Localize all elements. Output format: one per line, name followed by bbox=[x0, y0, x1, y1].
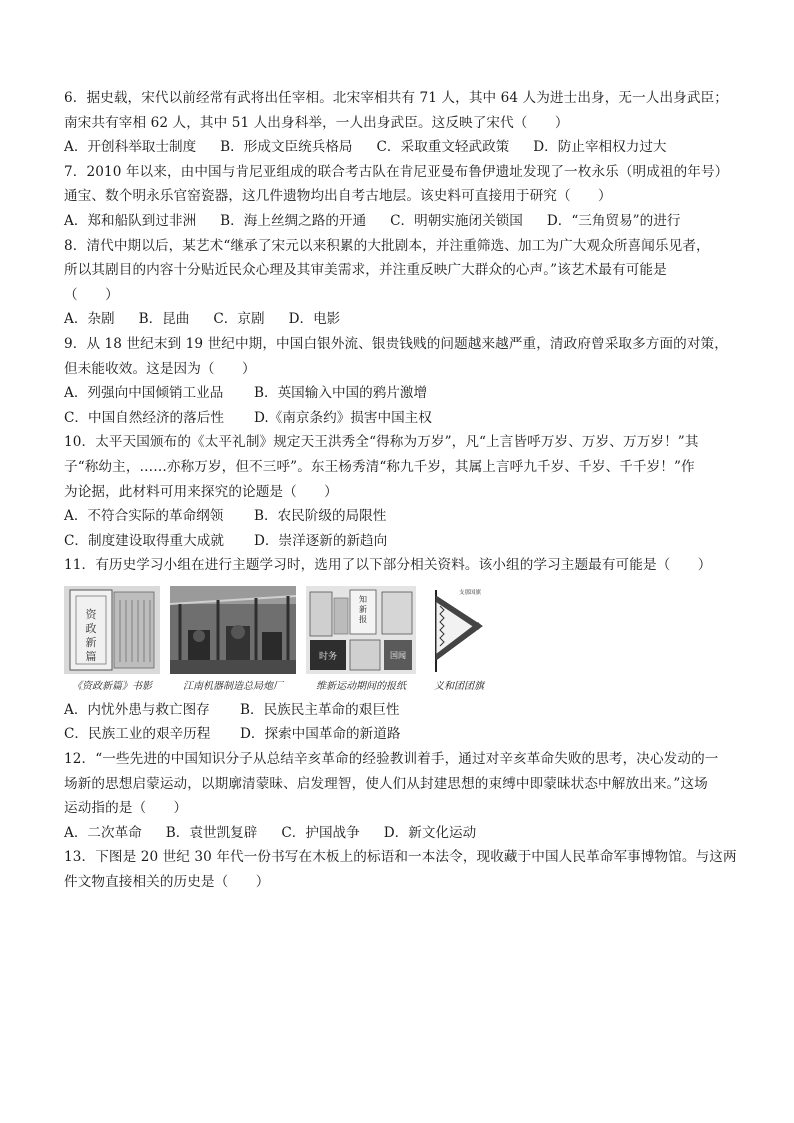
question-8 bbox=[64, 234, 734, 332]
question-stem-line: 通宝、数个明永乐官窑瓷器，这几件遗物均出自考古地层。该史料可直接用于研究（ ） bbox=[64, 188, 612, 205]
newspapers-image bbox=[306, 586, 416, 674]
svg-text:政: 政 bbox=[85, 621, 97, 635]
figure-boxer-flag bbox=[426, 586, 492, 692]
option-a[interactable]: A．二次革命 bbox=[64, 824, 142, 841]
figure-reform-newspapers bbox=[306, 586, 416, 692]
option-a[interactable]: A．杂剧 bbox=[64, 311, 115, 328]
figure-caption: 《资政新篇》书影 bbox=[72, 680, 152, 692]
option-c[interactable]: C．护国战争 bbox=[281, 824, 360, 841]
question-stem-line: 南宋共有宰相 62 人，其中 51 人出身科举，一人出身武臣。这反映了宋代（ ） bbox=[64, 114, 569, 131]
question-stem-line: （ ） bbox=[64, 286, 119, 303]
answer-options bbox=[64, 821, 734, 846]
option-c[interactable]: C．制度建设取得重大成就 bbox=[64, 532, 224, 549]
answer-options-row bbox=[64, 722, 734, 747]
answer-options-row bbox=[64, 504, 734, 529]
answer-options-row bbox=[64, 406, 734, 431]
question-stem-line: 9．从 18 世纪末到 19 世纪中期，中国白银外流、银贵钱贱的问题越来越严重，清政府曾采取多方面的对策， bbox=[64, 335, 728, 352]
option-a[interactable]: A．内忧外患与救亡图存 bbox=[64, 701, 210, 718]
question-10 bbox=[64, 430, 734, 553]
option-a[interactable]: A．郑和船队到过非洲 bbox=[64, 212, 197, 229]
option-c[interactable]: C．中国自然经济的落后性 bbox=[64, 409, 224, 426]
svg-text:报: 报 bbox=[359, 614, 367, 624]
option-d[interactable]: D．新文化运动 bbox=[383, 824, 477, 841]
question-13 bbox=[64, 845, 737, 894]
option-b[interactable]: B．形成文臣统兵格局 bbox=[220, 139, 353, 156]
question-12 bbox=[64, 747, 734, 845]
question-11 bbox=[64, 553, 734, 747]
svg-text:新: 新 bbox=[85, 635, 97, 649]
figure-caption: 维新运动期间的报纸 bbox=[316, 680, 406, 692]
question-stem-line: 8．清代中期以后，某艺术“继承了宋元以来积累的大批剧本，并注重筛选、加工为广大观众所喜闻乐见者， bbox=[64, 237, 710, 254]
question-stem-line: 件文物直接相关的历史是（ ） bbox=[64, 874, 270, 891]
option-b[interactable]: B．英国输入中国的鸦片激增 bbox=[254, 385, 428, 402]
svg-text:国闻: 国闻 bbox=[390, 650, 406, 660]
svg-text:新: 新 bbox=[359, 604, 367, 614]
question-stem-line: 所以其剧目的内容十分贴近民众心理及其审美需求，并注重反映广大群众的心声。”该艺术最有可能是 bbox=[64, 262, 667, 279]
option-b[interactable]: B．农民阶级的局限性 bbox=[254, 508, 387, 525]
svg-text:篇: 篇 bbox=[85, 649, 97, 663]
option-a[interactable]: A．不符合实际的革命纲领 bbox=[64, 508, 224, 525]
book-cover-image bbox=[64, 586, 160, 674]
option-d[interactable]: D．防止宰相权力过大 bbox=[533, 139, 667, 156]
question-6 bbox=[64, 86, 734, 160]
option-d[interactable]: D．电影 bbox=[288, 311, 341, 328]
answer-options bbox=[64, 135, 734, 160]
figure-zizheng-xinpian bbox=[64, 586, 160, 692]
option-d[interactable]: D．“三角贸易”的进行 bbox=[546, 212, 681, 229]
question-stem-line: 12．“一些先进的中国知识分子从总结辛亥革命的经验教训着手，通过对辛亥革命失败的思考，决心发动的一 bbox=[64, 751, 719, 768]
option-d[interactable]: D.《南京条约》损害中国主权 bbox=[254, 409, 432, 426]
option-d[interactable]: D．崇洋逐新的新趋向 bbox=[254, 532, 388, 549]
answer-options bbox=[64, 209, 734, 234]
option-b[interactable]: B．海上丝绸之路的开通 bbox=[220, 212, 367, 229]
option-c[interactable]: C．民族工业的艰辛历程 bbox=[64, 726, 211, 743]
figure-jiangnan-arsenal bbox=[170, 586, 296, 692]
figure-row bbox=[64, 586, 734, 694]
question-stem-line: 为论据，此材料可用来探究的论题是（ ） bbox=[64, 483, 338, 500]
question-stem-line: 但未能收效。这是因为（ ） bbox=[64, 360, 256, 377]
flag-label: 支那国旗 bbox=[458, 589, 482, 596]
question-7 bbox=[64, 160, 734, 234]
factory-photo-image bbox=[170, 586, 296, 674]
question-stem-line: 10．太平天国颁布的《太平礼制》规定天王洪秀全“得称为万岁”，凡“上言皆呼万岁、万岁、万万岁！”其 bbox=[64, 434, 699, 451]
option-b[interactable]: B．袁世凯复辟 bbox=[165, 824, 258, 841]
figure-caption: 江南机器制造总局炮厂 bbox=[183, 680, 283, 692]
answer-options-row bbox=[64, 698, 734, 723]
answer-options-row bbox=[64, 529, 734, 554]
option-d[interactable]: D．探索中国革命的新道路 bbox=[240, 726, 401, 743]
question-stem-line: 6．据史载，宋代以前经常有武将出任宰相。北宋宰相共有 71 人，其中 64 人为进士出身，无一人出身武臣； bbox=[64, 90, 728, 106]
flag-image bbox=[426, 586, 492, 674]
option-a[interactable]: A．列强向中国倾销工业品 bbox=[64, 385, 224, 402]
option-b[interactable]: B．民族民主革命的艰巨性 bbox=[240, 701, 400, 718]
answer-options bbox=[64, 307, 734, 332]
question-9 bbox=[64, 332, 734, 430]
option-c[interactable]: C．明朝实施闭关锁国 bbox=[390, 212, 523, 229]
option-c[interactable]: C．京剧 bbox=[213, 311, 265, 328]
option-c[interactable]: C．采取重文轻武政策 bbox=[376, 139, 510, 156]
question-stem-line: 运动指的是（ ） bbox=[64, 800, 188, 817]
newspaper-title-char: 知 bbox=[359, 594, 367, 604]
option-a[interactable]: A．开创科举取士制度 bbox=[64, 139, 197, 156]
figure-caption: 义和团团旗 bbox=[434, 680, 484, 692]
newspaper-title-char: 时务 bbox=[318, 651, 338, 662]
question-stem-line: 11．有历史学习小组在进行主题学习时，选用了以下部分相关资料。该小组的学习主题最有可能是（ ） bbox=[64, 557, 712, 574]
exam-page bbox=[64, 86, 737, 895]
book-title-char: 资 bbox=[85, 607, 97, 621]
question-stem-line: 场新的思想启蒙运动，以期廓清蒙昧、启发理智，使人们从封建思想的束缚中即蒙昧状态中解放出来。”这场 bbox=[64, 775, 708, 792]
question-stem-line: 7．2010 年以来，由中国与肯尼亚组成的联合考古队在肯尼亚曼布鲁伊遗址发现了一枚永乐（明成祖的年号） bbox=[64, 163, 729, 180]
answer-options-row bbox=[64, 381, 734, 406]
question-stem-line: 13．下图是 20 世纪 30 年代一份书写在木板上的标语和一本法令，现收藏于中国人民革命军事博物馆。与这两 bbox=[64, 849, 737, 866]
question-stem-line: 子“称幼主，……亦称万岁，但不三呼”。东王杨秀清“称九千岁，其属上言呼九千岁、千岁、千千岁！”作 bbox=[64, 458, 695, 475]
option-b[interactable]: B．昆曲 bbox=[138, 311, 190, 328]
